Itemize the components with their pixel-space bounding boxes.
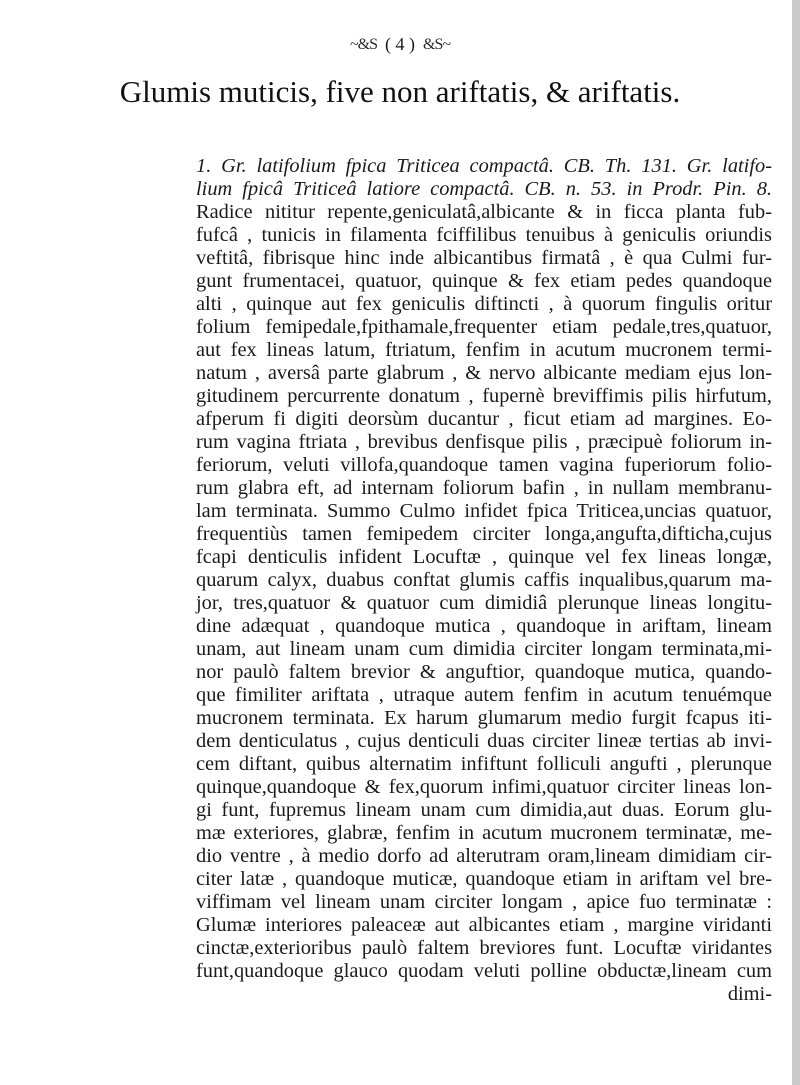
text-line: viffimam vel lineam unam circiter longam , apice fuo terminatæ :	[196, 891, 772, 913]
text-line: frequentiùs tamen femipedem circiter longa,angufta,difticha,cujus	[196, 523, 772, 545]
text-line: gi funt, fupremus lineam unam cum dimidia,aut duas. Eorum glu-	[196, 799, 772, 821]
text-line: rum glabra eft, ad internam foliorum bafin , in nullam membranu-	[196, 477, 772, 499]
text-line: gunt frumentacei, quatuor, quinque & fex etiam pedes quandoque	[196, 270, 772, 292]
text-line: unam, aut lineam unam cum dimidia circiter longam terminata,mi-	[196, 638, 772, 660]
text-line: lium fpicâ Triticeâ latiore compactâ. CB. n. 53. in Prodr. Pin. 8.	[196, 178, 772, 200]
page-edge-shadow	[792, 0, 800, 1085]
text-line: afperum fi digiti deorsùm ducantur , ficut etiam ad margines. Eo-	[196, 408, 772, 430]
text-line: veftitâ, fibrisque hinc inde albicantibus firmatâ , è qua Culmi fur-	[196, 247, 772, 269]
text-line: jor, tres,quatuor & quatuor cum dimidiâ plerunque lineas longitu-	[196, 592, 772, 614]
text-line: Radice nititur repente,geniculatâ,albicante & in ficca planta fub-	[196, 201, 772, 223]
text-line: cem diftant, quibus alternatim infiftunt folliculi angufti , plerunque	[196, 753, 772, 775]
text-line: quarum calyx, duabus conftat glumis caffis inqualibus,quarum ma-	[196, 569, 772, 591]
text-line: gitudinem percurrente donatum , fupernè breviffimis pilis hirfutum,	[196, 385, 772, 407]
text-line: feriorum, veluti villofa,quandoque tamen vagina fuperiorum folio-	[196, 454, 772, 476]
ornament-right: &S~	[423, 35, 450, 53]
text-line: lam terminata. Summo Culmo infidet fpica Triticea,uncias quatuor,	[196, 500, 772, 522]
text-line: natum , aversâ parte glabrum , & nervo albicante mediam ejus lon-	[196, 362, 772, 384]
text-line: mucronem terminata. Ex harum glumarum medio furgit fcapus iti-	[196, 707, 772, 729]
text-line: dine adæquat , quandoque mutica , quandoque in ariftam, lineam	[196, 615, 772, 637]
text-line: folium femipedale,fpithamale,frequenter etiam pedale,tres,quatuor,	[196, 316, 772, 338]
text-line: fufcâ , tunicis in filamenta fciffilibus tenuibus à geniculis oriundis	[196, 224, 772, 246]
body-text	[196, 155, 772, 1006]
text-line: Glumæ interiores paleaceæ aut albicantes etiam , margine viridanti	[196, 914, 772, 936]
text-line: que fimiliter ariftata , utraque autem fenfim in acutum tenuémque	[196, 684, 772, 706]
text-line: quinque,quandoque & fex,quorum infimi,quatuor circiter lineas lon-	[196, 776, 772, 798]
text-line: aut fex lineas latum, ftriatum, fenfim in acutum mucronem termi-	[196, 339, 772, 361]
text-line: citer latæ , quandoque muticæ, quandoque etiam in ariftam vel bre-	[196, 868, 772, 890]
section-title: Glumis muticis, five non ariftatis, & ariftatis.	[119, 74, 681, 109]
text-line: fcapi denticulis infident Locuftæ , quinque vel fex lineas longæ,	[196, 546, 772, 568]
text-line: nor paulò faltem brevior & anguftior, quandoque mutica, quando-	[196, 661, 772, 683]
running-header	[0, 34, 800, 55]
text-line: alti , quinque aut fex geniculis diftincti , à quorum fingulis oritur	[196, 293, 772, 315]
catchword: dimi-	[727, 983, 772, 1005]
text-line: funt,quandoque glauco quodam veluti polline obductæ,lineam cum	[196, 960, 772, 982]
page-number: ( 4 )	[385, 34, 415, 54]
text-line: 1. Gr. latifolium fpica Triticea compactâ. CB. Th. 131. Gr. latifo-	[196, 155, 772, 177]
text-line: rum vagina ftriata , brevibus denfisque pilis , præcipuè foliorum in-	[196, 431, 772, 453]
text-line: mæ exteriores, glabræ, fenfim in acutum mucronem terminatæ, me-	[196, 822, 772, 844]
text-line: dio ventre , à medio dorfo ad alterutram oram,lineam dimidiam cir-	[196, 845, 772, 867]
text-line: dem denticulatus , cujus denticuli duas circiter lineæ tertias ab invi-	[196, 730, 772, 752]
ornament-left: ~&S	[350, 35, 377, 53]
text-line: cinctæ,exterioribus paulò faltem breviores funt. Locuftæ viridantes	[196, 937, 772, 959]
